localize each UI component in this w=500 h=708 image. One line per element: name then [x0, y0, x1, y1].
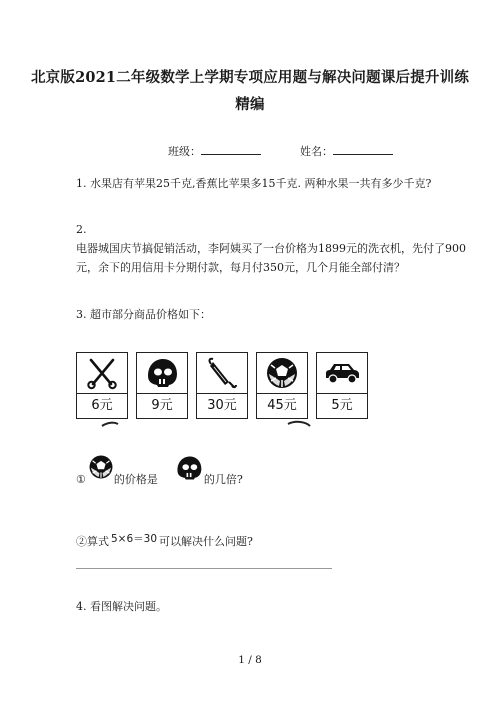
answer-line: [76, 568, 332, 569]
price-card-toy-car: [316, 352, 368, 419]
question-2-line-2: 元，余下的用信用卡分期付款，每月付350元，几个月能全部付清？: [76, 261, 405, 274]
scissors-icon: [85, 356, 119, 390]
question-2-number: 2.: [76, 223, 87, 236]
sub-2-marker: ②算式: [76, 535, 109, 548]
name-label: 姓名：: [300, 145, 333, 158]
toy-car-icon: [323, 359, 361, 387]
question-1: 1. 水果店有苹果25千克,香蕉比苹果多15千克. 两种水果一共有多少千克?: [76, 177, 432, 190]
question-3: 3. 超市部分商品价格如下：: [76, 308, 211, 321]
document-title-line-1: 北京版2021二年级数学上学期专项应用题与解决问题课后提升训练: [30, 69, 470, 86]
sub-2-formula: 5×6＝30: [111, 533, 158, 545]
page-number: 1 / 8: [238, 654, 262, 666]
name-blank: [333, 143, 393, 155]
sub-1-text-b: 的几倍?: [203, 473, 243, 486]
price-cards: [76, 352, 386, 432]
price-card-soccer-ball: [256, 352, 308, 419]
price-card-scissors: [76, 352, 128, 419]
price-helmet: 9元: [151, 398, 173, 413]
question-4: 4. 看图解决问题。: [76, 600, 167, 613]
question-3-sub-2: [76, 534, 253, 550]
class-blank: [201, 143, 261, 155]
soccer-ball-icon: [88, 454, 114, 480]
question-3-sub-1: [76, 472, 243, 488]
class-field: [168, 143, 261, 160]
price-card-helmet: [136, 352, 188, 419]
price-card-umbrella: [196, 352, 248, 419]
name-field: [300, 143, 393, 160]
question-2-line-1: 电器城国庆节搞促销活动，李阿姨买了一台价格为1899元的洗衣机，先付了900: [76, 242, 466, 255]
scan-marks: [96, 418, 396, 432]
soccer-ball-icon: [265, 356, 299, 390]
class-label: 班级：: [168, 145, 201, 158]
price-umbrella: 30元: [207, 398, 237, 413]
price-toy-car: 5元: [331, 398, 353, 413]
sub-1-marker: ①: [76, 473, 86, 486]
umbrella-icon: [205, 356, 239, 390]
helmet-icon: [144, 356, 180, 390]
helmet-icon: [174, 454, 204, 482]
sub-2-text: 可以解决什么问题?: [159, 535, 253, 548]
sub-1-text-a: 的价格是: [113, 473, 158, 486]
price-soccer-ball: 45元: [267, 398, 297, 413]
price-scissors: 6元: [91, 398, 113, 413]
document-title-line-2: 精编: [235, 96, 265, 113]
